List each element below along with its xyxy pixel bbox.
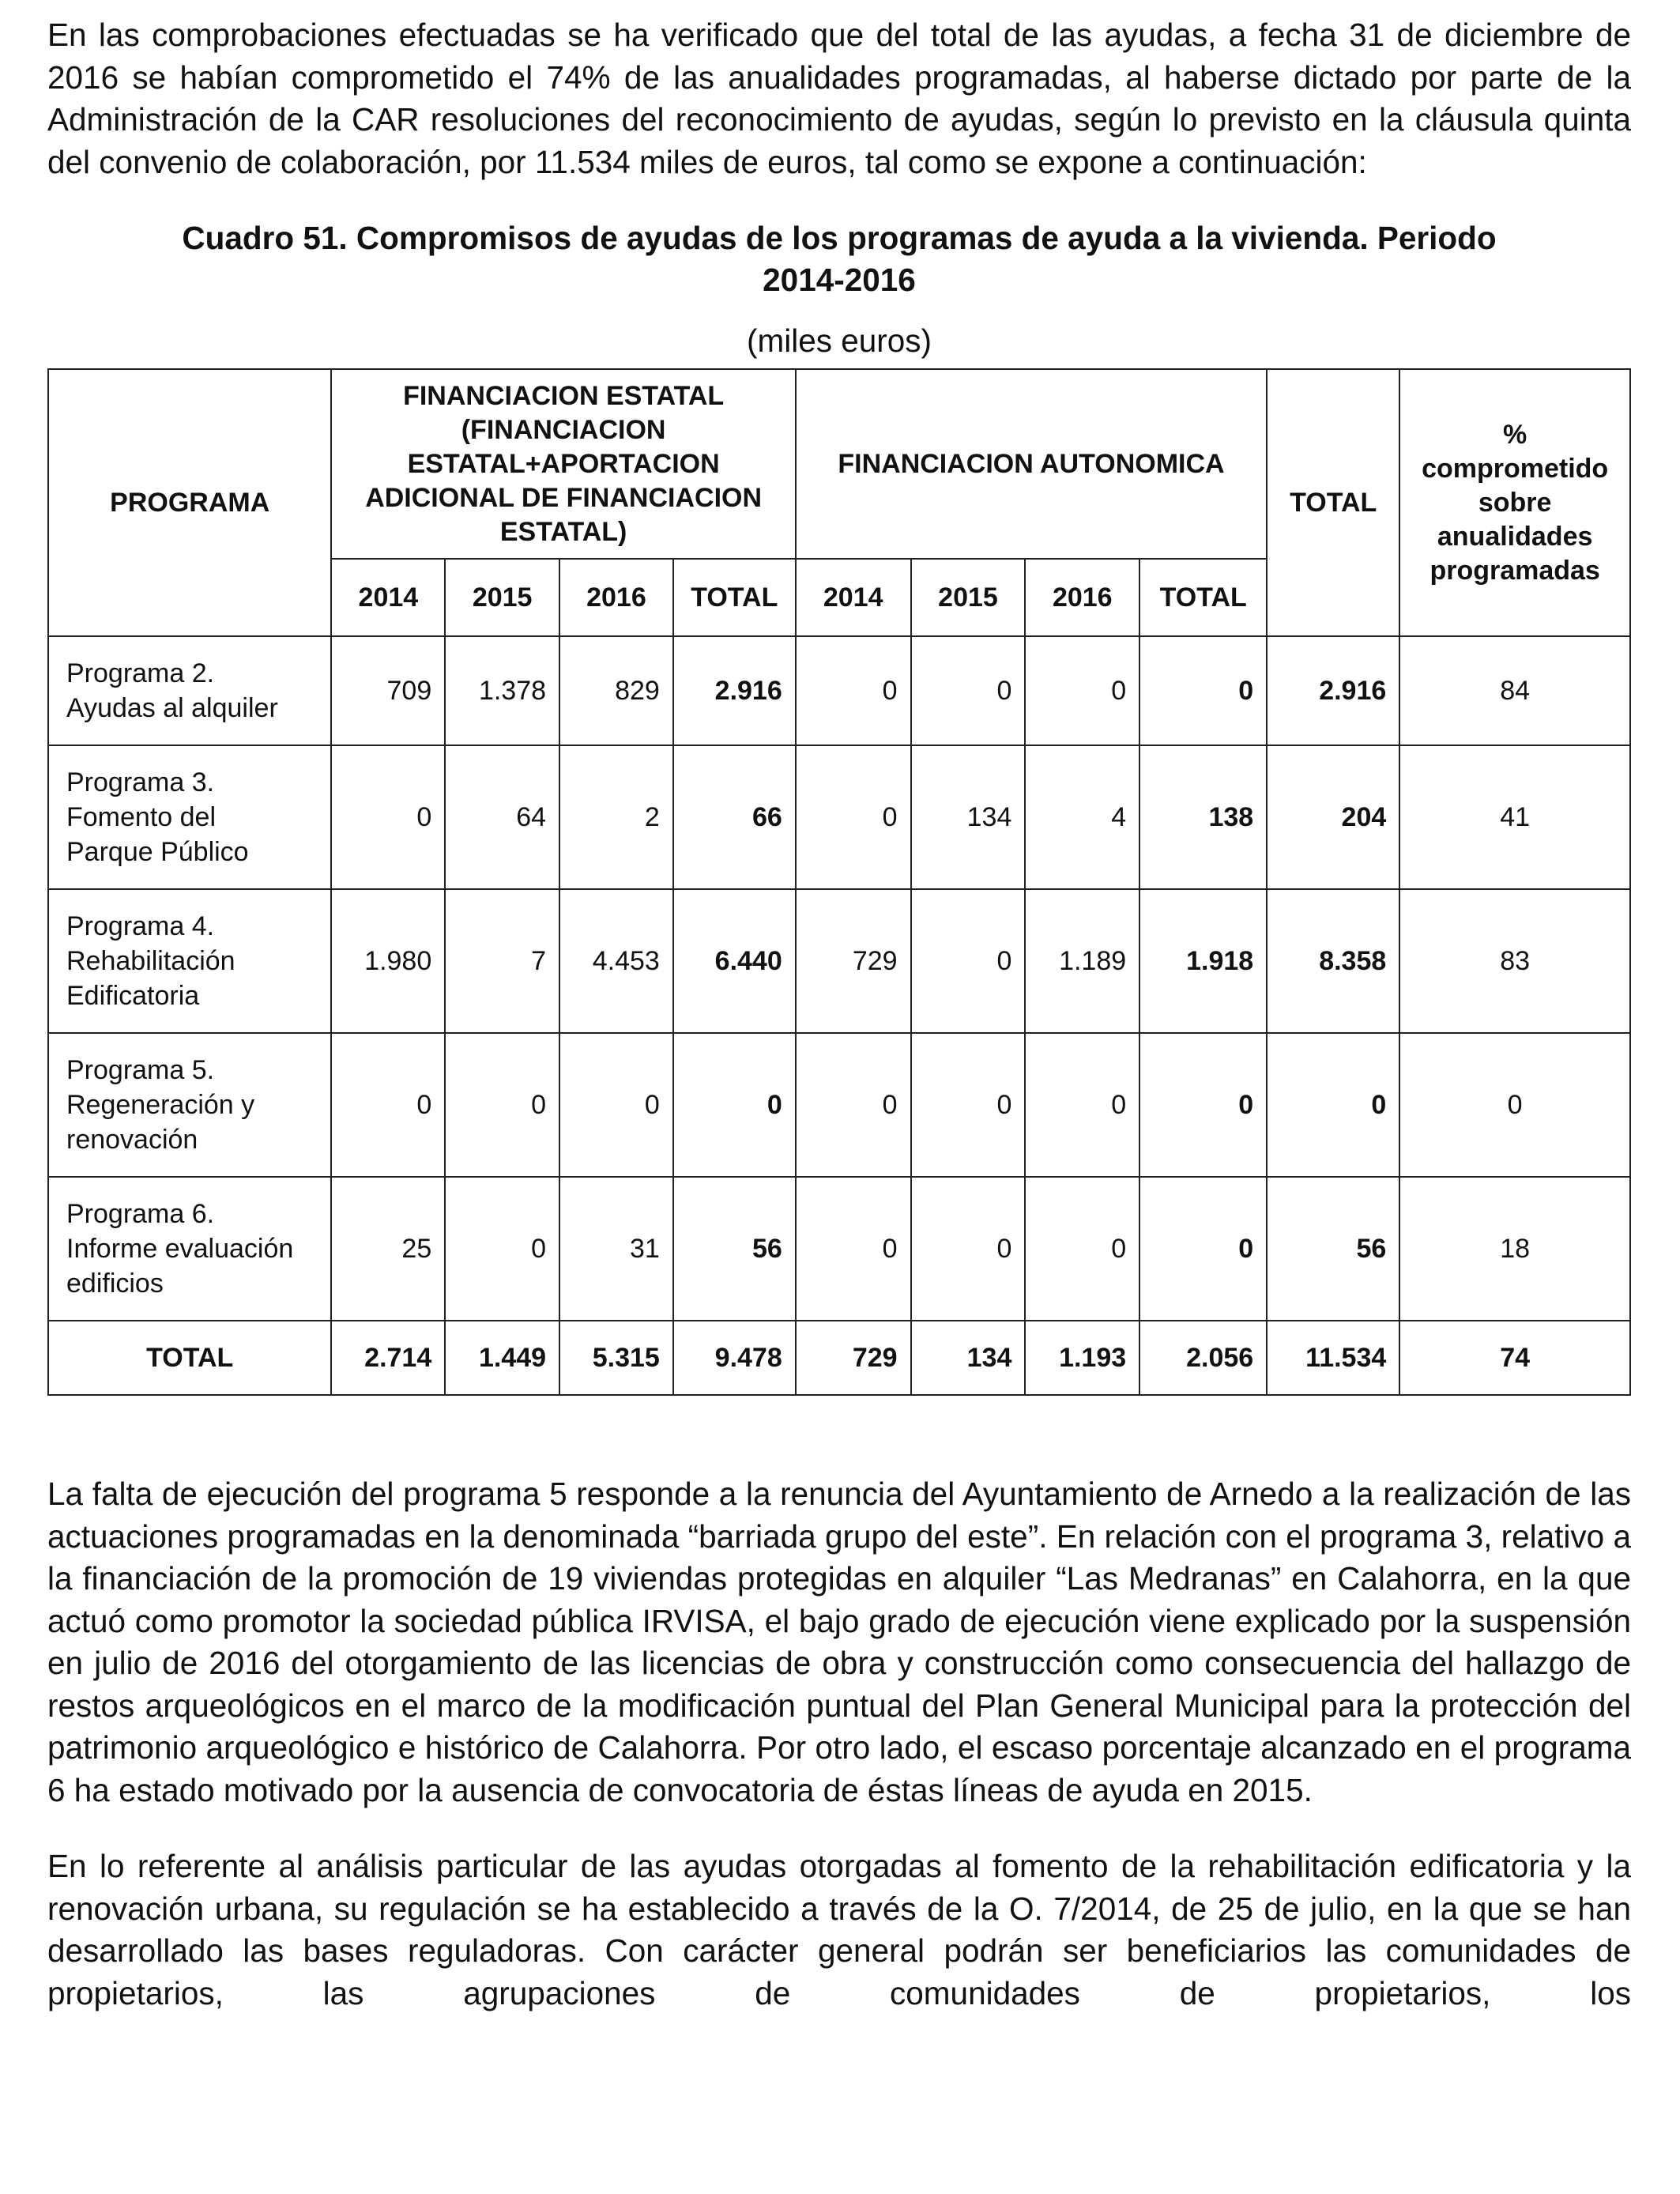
cell-estatal-2014: 25 bbox=[331, 1177, 445, 1321]
subheader-estatal-2014: 2014 bbox=[331, 559, 445, 636]
programa-name-line: edificios bbox=[66, 1269, 164, 1299]
cell-autonomica-2014: 729 bbox=[796, 889, 911, 1033]
table-caption-line-2: 2014-2016 bbox=[763, 262, 916, 298]
cell-estatal-2015: 64 bbox=[445, 745, 559, 889]
table-row bbox=[48, 745, 1630, 889]
subheader-autonomica-2015: 2015 bbox=[911, 559, 1026, 636]
total-estatal-2015: 1.449 bbox=[445, 1321, 559, 1395]
programa-name-line: Informe evaluación bbox=[66, 1234, 294, 1264]
programa-name-line: Parque Público bbox=[66, 837, 249, 867]
cell-estatal-total: 66 bbox=[673, 745, 796, 889]
cell-percent: 41 bbox=[1399, 745, 1630, 889]
cell-estatal-2014: 0 bbox=[331, 745, 445, 889]
header-estatal-line-4: ADICIONAL DE FINANCIACION bbox=[365, 482, 763, 513]
cell-estatal-2016: 829 bbox=[559, 636, 673, 745]
cell-total: 56 bbox=[1267, 1177, 1399, 1321]
cell-autonomica-2015: 0 bbox=[911, 889, 1026, 1033]
cell-estatal-2016: 31 bbox=[559, 1177, 673, 1321]
commitments-table bbox=[47, 368, 1631, 1396]
cell-estatal-2015: 1.378 bbox=[445, 636, 559, 745]
table-row bbox=[48, 636, 1630, 745]
cell-percent: 18 bbox=[1399, 1177, 1630, 1321]
row-programa-2-name bbox=[48, 636, 331, 745]
cell-autonomica-2016: 4 bbox=[1025, 745, 1139, 889]
table-row bbox=[48, 889, 1630, 1033]
cell-autonomica-2015: 0 bbox=[911, 1033, 1026, 1177]
total-autonomica-2016: 1.193 bbox=[1025, 1321, 1139, 1395]
cell-autonomica-2016: 0 bbox=[1025, 1177, 1139, 1321]
total-row-label: TOTAL bbox=[48, 1321, 331, 1395]
programa-name-line: Programa 4. bbox=[66, 911, 215, 941]
programa-name-line: renovación bbox=[66, 1125, 198, 1155]
cell-autonomica-2014: 0 bbox=[796, 1033, 911, 1177]
programa-name-line: Rehabilitación bbox=[66, 946, 235, 976]
header-estatal-line-1: FINANCIACION ESTATAL bbox=[403, 380, 725, 411]
cell-autonomica-2016: 0 bbox=[1025, 1033, 1139, 1177]
cell-estatal-total: 2.916 bbox=[673, 636, 796, 745]
total-estatal-2014: 2.714 bbox=[331, 1321, 445, 1395]
cell-estatal-2014: 709 bbox=[331, 636, 445, 745]
cell-autonomica-2015: 0 bbox=[911, 636, 1026, 745]
header-total: TOTAL bbox=[1267, 369, 1399, 636]
subheader-estatal-total: TOTAL bbox=[673, 559, 796, 636]
total-autonomica-total: 2.056 bbox=[1139, 1321, 1267, 1395]
total-autonomica-2015: 134 bbox=[911, 1321, 1026, 1395]
table-row bbox=[48, 1033, 1630, 1177]
cell-total: 204 bbox=[1267, 745, 1399, 889]
header-programa: PROGRAMA bbox=[48, 369, 331, 636]
table-caption bbox=[47, 217, 1631, 301]
intro-paragraph: En las comprobaciones efectuadas se ha verificado que del total de las ayudas, a fecha 31 de diciembre de 2016 se habían comprometido el 74% de las anualidades programadas, al haberse dictado por parte de la Administración de la CAR resoluciones del reconocimiento de ayudas, según lo previsto en la cláusula quinta del convenio de colaboración, por 11.534 miles de euros, tal como se expone a continuación: bbox=[47, 17, 1631, 180]
cell-estatal-2015: 0 bbox=[445, 1177, 559, 1321]
cell-estatal-2016: 0 bbox=[559, 1033, 673, 1177]
subheader-autonomica-2016: 2016 bbox=[1025, 559, 1139, 636]
cell-estatal-total: 56 bbox=[673, 1177, 796, 1321]
paragraph-3: En lo referente al análisis particular de las ayudas otorgadas al fomento de la rehabilitación edificatoria y la renovación urbana, su regulación se ha establecido a través de la O. 7/2014, de 25 de julio, en la que se han desarrollado las bases reguladoras. Con carácter general podrán ser beneficiarios las comunidades de propietarios, las agrupaciones de comunidades de propietarios, los bbox=[47, 1848, 1631, 2011]
cell-percent: 0 bbox=[1399, 1033, 1630, 1177]
programa-name-line: Programa 2. bbox=[66, 658, 215, 688]
cell-autonomica-2014: 0 bbox=[796, 745, 911, 889]
total-percent: 74 bbox=[1399, 1321, 1630, 1395]
cell-estatal-2016: 4.453 bbox=[559, 889, 673, 1033]
cell-autonomica-2014: 0 bbox=[796, 1177, 911, 1321]
cell-autonomica-total: 138 bbox=[1139, 745, 1267, 889]
table-caption-line-1: Cuadro 51. Compromisos de ayudas de los programas de ayuda a la vivienda. Periodo bbox=[182, 220, 1497, 256]
cell-autonomica-total: 1.918 bbox=[1139, 889, 1267, 1033]
header-pct-line-3: sobre bbox=[1478, 487, 1552, 518]
cell-autonomica-total: 0 bbox=[1139, 636, 1267, 745]
total-estatal-total: 9.478 bbox=[673, 1321, 796, 1395]
cell-total: 0 bbox=[1267, 1033, 1399, 1177]
programa-name-line: Edificatoria bbox=[66, 981, 200, 1011]
cell-estatal-total: 6.440 bbox=[673, 889, 796, 1033]
header-estatal-line-5: ESTATAL) bbox=[499, 516, 627, 547]
subheader-autonomica-total: TOTAL bbox=[1139, 559, 1267, 636]
row-programa-4-name bbox=[48, 889, 331, 1033]
total-autonomica-2014: 729 bbox=[796, 1321, 911, 1395]
cell-autonomica-2015: 134 bbox=[911, 745, 1026, 889]
header-estatal-line-2: (FINANCIACION bbox=[461, 414, 666, 445]
cell-autonomica-total: 0 bbox=[1139, 1033, 1267, 1177]
programa-name-line: Programa 3. bbox=[66, 767, 215, 797]
programa-name-line: Programa 6. bbox=[66, 1199, 215, 1229]
cell-autonomica-2014: 0 bbox=[796, 636, 911, 745]
cell-estatal-total: 0 bbox=[673, 1033, 796, 1177]
cell-percent: 83 bbox=[1399, 889, 1630, 1033]
cell-estatal-2015: 7 bbox=[445, 889, 559, 1033]
header-pct-line-5: programadas bbox=[1430, 555, 1600, 586]
cell-total: 2.916 bbox=[1267, 636, 1399, 745]
cell-total: 8.358 bbox=[1267, 889, 1399, 1033]
header-percent-committed bbox=[1399, 369, 1630, 636]
programa-name-line: Regeneración y bbox=[66, 1090, 255, 1120]
cell-autonomica-total: 0 bbox=[1139, 1177, 1267, 1321]
header-row-main bbox=[48, 369, 1630, 559]
header-financiacion-autonomica: FINANCIACION AUTONOMICA bbox=[796, 369, 1267, 559]
programa-name-line: Fomento del bbox=[66, 802, 216, 832]
table-row bbox=[48, 1177, 1630, 1321]
document-page bbox=[47, 14, 1631, 2015]
programa-name-line: Ayudas al alquiler bbox=[66, 693, 278, 723]
programa-name-line: Programa 5. bbox=[66, 1055, 215, 1085]
header-pct-line-4: anualidades bbox=[1437, 521, 1593, 552]
cell-estatal-2014: 0 bbox=[331, 1033, 445, 1177]
table-total-row bbox=[48, 1321, 1630, 1395]
cell-autonomica-2016: 0 bbox=[1025, 636, 1139, 745]
row-programa-5-name bbox=[48, 1033, 331, 1177]
row-programa-3-name bbox=[48, 745, 331, 889]
subheader-estatal-2016: 2016 bbox=[559, 559, 673, 636]
total-grand-total: 11.534 bbox=[1267, 1321, 1399, 1395]
cell-autonomica-2015: 0 bbox=[911, 1177, 1026, 1321]
row-programa-6-name bbox=[48, 1177, 331, 1321]
header-estatal-line-3: ESTATAL+APORTACION bbox=[407, 448, 720, 479]
cell-autonomica-2016: 1.189 bbox=[1025, 889, 1139, 1033]
paragraph-2: La falta de ejecución del programa 5 responde a la renuncia del Ayuntamiento de Arnedo a la realización de las actuaciones programadas en la denominada “barriada grupo del este”. En relación con el programa 3, relativo a la financiación de la promoción de 19 viviendas protegidas en alquiler “Las Medranas” en Calahorra, en la que actuó como promotor la sociedad pública IRVISA, el bajo grado de ejecución viene explicado por la suspensión en julio de 2016 del otorgamiento de las licencias de obra y construcción como consecuencia del hallazgo de restos arqueológicos en el marco de la modificación puntual del Plan General Municipal para la protección del patrimonio arqueológico e histórico de Calahorra. Por otro lado, el escaso porcentaje alcanzado en el programa 6 ha estado motivado por la ausencia de convocatoria de éstas líneas de ayuda en 2015. bbox=[47, 1476, 1631, 1808]
header-pct-line-1: % bbox=[1503, 419, 1527, 450]
cell-estatal-2016: 2 bbox=[559, 745, 673, 889]
table-units: (miles euros) bbox=[746, 322, 932, 359]
header-financiacion-estatal bbox=[331, 369, 795, 559]
cell-estatal-2014: 1.980 bbox=[331, 889, 445, 1033]
subheader-estatal-2015: 2015 bbox=[445, 559, 559, 636]
total-estatal-2016: 5.315 bbox=[559, 1321, 673, 1395]
cell-percent: 84 bbox=[1399, 636, 1630, 745]
subheader-autonomica-2014: 2014 bbox=[796, 559, 911, 636]
cell-estatal-2015: 0 bbox=[445, 1033, 559, 1177]
header-pct-line-2: comprometido bbox=[1422, 453, 1609, 484]
